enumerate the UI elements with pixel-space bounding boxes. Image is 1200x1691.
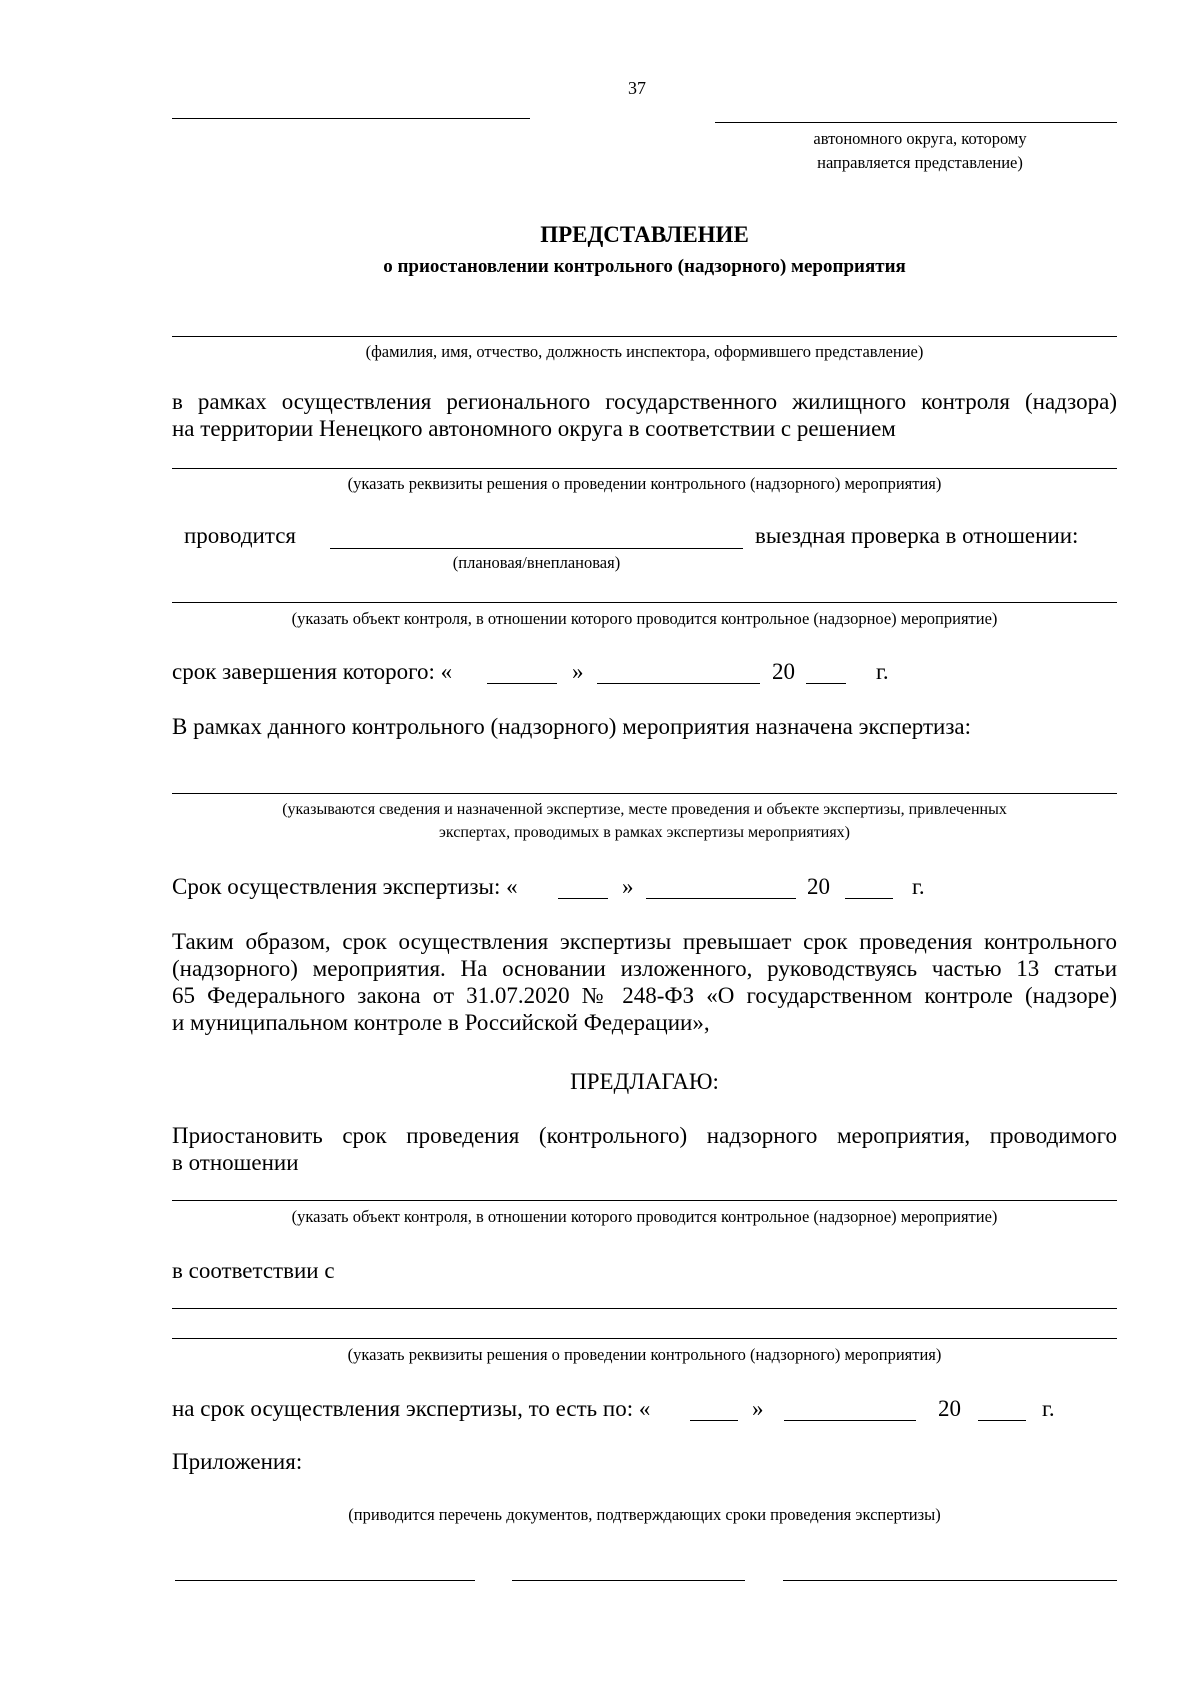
- inspector-line[interactable]: [172, 336, 1117, 337]
- document-title: ПРЕДСТАВЛЕНИЕ: [540, 222, 749, 247]
- deadline-year-suffix: г.: [876, 659, 889, 684]
- suspend-day-line[interactable]: [690, 1420, 738, 1421]
- inspection-type-line[interactable]: [330, 548, 743, 549]
- attachments-label: Приложения:: [172, 1449, 303, 1474]
- decision-line-2b[interactable]: [172, 1338, 1117, 1339]
- attachments-caption: (приводится перечень документов, подтверждающих сроки проведения экспертизы): [348, 1505, 941, 1524]
- expertise-month-line[interactable]: [646, 898, 796, 899]
- suspend-year-suffix: г.: [1042, 1396, 1055, 1421]
- deadline-day-line[interactable]: [487, 683, 557, 684]
- inspector-caption: (фамилия, имя, отчество, должность инспектора, оформившего представление): [365, 342, 924, 361]
- paragraph-line-1: Таким образом, срок осуществления экспертизы превышает срок проведения контрольного: [172, 929, 1117, 954]
- expertise-text: В рамках данного контрольного (надзорного) мероприятия назначена экспертиза:: [172, 714, 972, 739]
- recipient-caption-2: направляется представление): [817, 153, 1023, 172]
- deadline-year-line[interactable]: [806, 683, 846, 684]
- suspend-line-1: Приостановить срок проведения (контрольного) надзорного мероприятия, проводимого: [172, 1123, 1117, 1148]
- object-line-2[interactable]: [172, 1200, 1117, 1201]
- paragraph-line-2: (надзорного) мероприятия. На основании изложенного, руководствуясь частью 13 статьи: [172, 956, 1117, 981]
- suspend-month-line[interactable]: [784, 1420, 916, 1421]
- intro-line-1: в рамках осуществления регионального государственного жилищного контроля (надзора): [172, 389, 1117, 414]
- deadline-year-prefix: 20: [772, 659, 795, 684]
- expertise-year-suffix: г.: [912, 874, 925, 899]
- signature-position-line[interactable]: [175, 1580, 475, 1581]
- decision-line[interactable]: [172, 468, 1117, 469]
- deadline-month-line[interactable]: [597, 683, 760, 684]
- sender-line[interactable]: [172, 118, 530, 119]
- accordance-text: в соответствии с: [172, 1258, 335, 1283]
- deadline-close-quote: »: [572, 659, 584, 684]
- suspend-term-label: на срок осуществления экспертизы, то есть по: «: [172, 1396, 651, 1421]
- page-number: 37: [628, 78, 646, 98]
- suspend-year-prefix: 20: [938, 1396, 961, 1421]
- signature-line[interactable]: [512, 1580, 745, 1581]
- document-subtitle: о приостановлении контрольного (надзорного) мероприятия: [383, 256, 906, 277]
- recipient-caption-1: автономного округа, которому: [813, 129, 1027, 148]
- propose-heading: ПРЕДЛАГАЮ:: [570, 1069, 719, 1094]
- suspend-line-2: в отношении: [172, 1150, 299, 1175]
- expertise-close-quote: »: [622, 874, 634, 899]
- suspend-year-line[interactable]: [978, 1420, 1026, 1421]
- expertise-line[interactable]: [172, 793, 1117, 794]
- object-caption-2: (указать объект контроля, в отношении которого проводится контрольное (надзорное) мероприятие): [291, 1207, 998, 1226]
- decision-line-2a[interactable]: [172, 1308, 1117, 1309]
- inspection-right-text: выездная проверка в отношении:: [755, 523, 1079, 548]
- decision-caption-2: (указать реквизиты решения о проведении контрольного (надзорного) мероприятия): [347, 1345, 942, 1364]
- expertise-year-prefix: 20: [807, 874, 830, 899]
- expertise-caption-2: экспертах, проводимых в рамках экспертизы мероприятиях): [439, 824, 850, 841]
- expertise-year-line[interactable]: [845, 898, 893, 899]
- expertise-day-line[interactable]: [558, 898, 608, 899]
- recipient-line[interactable]: [715, 122, 1117, 123]
- intro-line-2: на территории Ненецкого автономного округа в соответствии с решением: [172, 416, 896, 441]
- deadline-label: срок завершения которого: «: [172, 659, 453, 684]
- inspection-type-caption: (плановая/внеплановая): [452, 553, 621, 572]
- paragraph-line-4: и муниципальном контроле в Российской Федерации»,: [172, 1010, 710, 1035]
- object-line[interactable]: [172, 602, 1117, 603]
- decision-caption: (указать реквизиты решения о проведении контрольного (надзорного) мероприятия): [347, 474, 942, 493]
- suspend-close-quote: »: [752, 1396, 764, 1421]
- expertise-deadline-label: Срок осуществления экспертизы: «: [172, 874, 518, 899]
- object-caption: (указать объект контроля, в отношении которого проводится контрольное (надзорное) мероприятие): [291, 609, 998, 628]
- expertise-caption-1: (указываются сведения и назначенной экспертизе, месте проведения и объекте экспертизы, привлеченных: [282, 801, 1007, 818]
- inspection-left-text: проводится: [184, 523, 296, 548]
- paragraph-line-3: 65 Федерального закона от 31.07.2020 № 248-ФЗ «О государственном контроле (надзоре): [172, 983, 1117, 1008]
- signature-name-line[interactable]: [783, 1580, 1117, 1581]
